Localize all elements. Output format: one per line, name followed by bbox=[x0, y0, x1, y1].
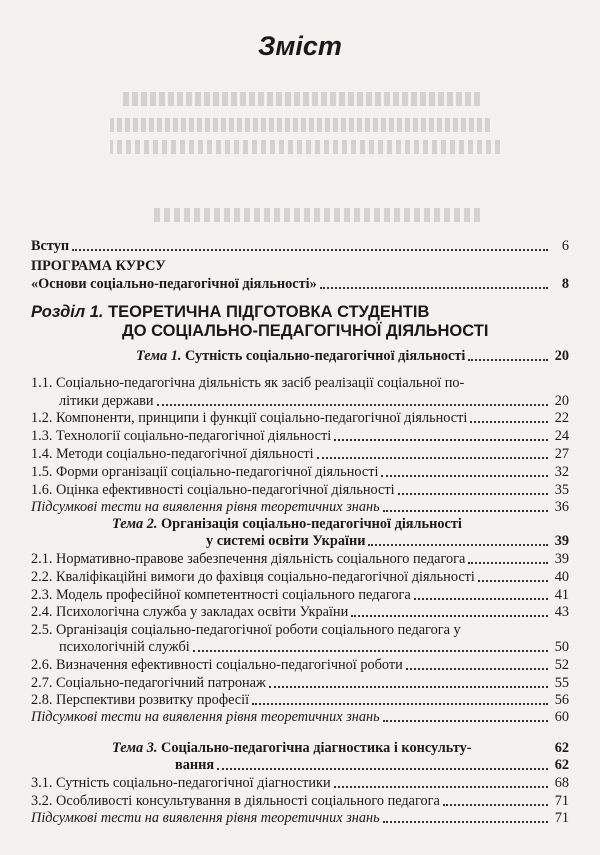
page-number: 50 bbox=[554, 639, 569, 655]
toc-entry-text: 1.3. Технології соціально-педагогічної діяльності bbox=[31, 428, 332, 444]
page-number: 39 bbox=[554, 551, 569, 567]
toc-entry-1-2[interactable] bbox=[31, 410, 569, 427]
toc-entry-theme2[interactable] bbox=[206, 533, 569, 550]
dot-leader bbox=[334, 439, 548, 441]
toc-entry-text: 2.4. Психологічна служба у закладах освіти України bbox=[31, 604, 349, 620]
theme-label: Тема 2. bbox=[112, 516, 158, 532]
toc-entry-text: 2.1. Нормативно-правове забезпечення діяльність соціального педагога bbox=[31, 551, 466, 567]
dot-leader bbox=[351, 615, 548, 617]
toc-entry-2-8[interactable] bbox=[31, 692, 569, 709]
page-number: 32 bbox=[554, 464, 569, 480]
toc-entry-theme1-tests[interactable] bbox=[31, 499, 569, 516]
page-number: 62 bbox=[554, 757, 569, 773]
toc-entry-2-1[interactable] bbox=[31, 551, 569, 568]
page-number: 62 bbox=[554, 740, 569, 756]
toc-entry-text: 2.3. Модель професійної компетентності соціального педагога bbox=[31, 587, 411, 603]
toc-entry-text: психологічній службі bbox=[59, 639, 190, 655]
toc-entry-text: Вступ bbox=[31, 238, 70, 254]
page-number: 39 bbox=[554, 533, 569, 549]
dot-leader bbox=[320, 287, 548, 289]
dot-leader bbox=[398, 493, 548, 495]
theme-label: Тема 1. bbox=[136, 348, 182, 364]
dot-leader bbox=[468, 359, 548, 361]
toc-entry-2-5[interactable] bbox=[59, 639, 569, 656]
section-label: Розділ 1. bbox=[31, 303, 104, 321]
dot-leader bbox=[383, 821, 548, 823]
dot-leader bbox=[381, 475, 548, 477]
toc-entry-text: «Основи соціально-педагогічної діяльності» bbox=[31, 276, 317, 292]
dot-leader bbox=[443, 804, 548, 806]
toc-entry-theme3-tests[interactable] bbox=[31, 810, 569, 827]
toc-entry-text: Підсумкові тести на виявлення рівня теоретичних знань bbox=[31, 499, 380, 515]
page-number: 24 bbox=[554, 428, 569, 444]
toc-entry-text: 1.4. Методи соціально-педагогічної діяльності bbox=[31, 446, 314, 462]
page-number: 41 bbox=[554, 587, 569, 603]
page-number: 20 bbox=[554, 348, 569, 364]
toc-entry-text: 3.1. Сутність соціально-педагогічної діагностики bbox=[31, 775, 331, 791]
toc-entry-text: 2.2. Кваліфікаційні вимоги до фахівця соціально-педагогічної діяльності bbox=[31, 569, 475, 585]
toc-entry-1-4[interactable] bbox=[31, 446, 569, 463]
theme-title-line2: у системі освіти України bbox=[206, 533, 366, 549]
toc-entry-3-1[interactable] bbox=[31, 775, 569, 792]
section-title-line2: ДО СОЦІАЛЬНО-ПЕДАГОГІЧНОЇ ДІЯЛЬНОСТІ bbox=[122, 322, 489, 340]
toc-entry-1-1[interactable] bbox=[59, 393, 569, 410]
toc-entry-text: 2.7. Соціально-педагогічний патронаж bbox=[31, 675, 266, 691]
section-heading bbox=[31, 303, 429, 322]
toc-entry-theme3-line1[interactable] bbox=[112, 740, 569, 757]
page-number: 20 bbox=[554, 393, 569, 409]
dot-leader bbox=[269, 686, 548, 688]
page-number: 27 bbox=[554, 446, 569, 462]
dot-leader bbox=[383, 510, 548, 512]
page-number: 71 bbox=[554, 793, 569, 809]
toc-entry-2-4[interactable] bbox=[31, 604, 569, 621]
theme-title: Сутність соціально-педагогічної діяльності bbox=[185, 348, 466, 364]
dot-leader bbox=[383, 720, 548, 722]
toc-entry-1-1-line1[interactable]: 1.1. Соціально-педагогічна діяльність як засіб реалізації соціальної по- bbox=[31, 375, 465, 391]
page-number: 22 bbox=[554, 410, 569, 426]
toc-entry-text: Підсумкові тести на виявлення рівня теоретичних знань bbox=[31, 709, 380, 725]
theme-title: Соціально-педагогічна діагностика і консульту- bbox=[161, 740, 472, 756]
toc-entry-text: 2.8. Перспективи розвитку професії bbox=[31, 692, 250, 708]
section-title-line1: ТЕОРЕТИЧНА ПІДГОТОВКА СТУДЕНТІВ bbox=[108, 303, 430, 321]
toc-entry-2-7[interactable] bbox=[31, 675, 569, 692]
dot-leader bbox=[193, 650, 548, 652]
dot-leader bbox=[252, 703, 548, 705]
page-number: 68 bbox=[554, 775, 569, 791]
theme-title-line2: вання bbox=[175, 757, 215, 773]
theme2-heading-line1 bbox=[112, 516, 462, 533]
page-number: 55 bbox=[554, 675, 569, 691]
theme-title: Організація соціально-педагогічної діяльності bbox=[161, 516, 462, 532]
page-title: Зміст bbox=[258, 31, 342, 61]
program-heading: ПРОГРАМА КУРСУ bbox=[31, 258, 166, 274]
page-number: 71 bbox=[554, 810, 569, 826]
dot-leader bbox=[217, 768, 548, 770]
toc-entry-theme3[interactable] bbox=[175, 757, 569, 774]
dot-leader bbox=[478, 580, 548, 582]
page-number: 35 bbox=[554, 482, 569, 498]
dot-leader bbox=[470, 421, 548, 423]
dot-leader bbox=[317, 457, 548, 459]
page-number: 60 bbox=[554, 709, 569, 725]
dot-leader bbox=[414, 598, 548, 600]
toc-entry-text: 1.6. Оцінка ефективності соціально-педагогічної діяльності bbox=[31, 482, 395, 498]
page-number: 6 bbox=[561, 238, 569, 254]
dot-leader bbox=[157, 404, 548, 406]
toc-entry-text: 1.2. Компоненти, принципи і функції соціально-педагогічної діяльності bbox=[31, 410, 468, 426]
dot-leader bbox=[406, 668, 548, 670]
page-number: 8 bbox=[561, 276, 569, 292]
toc-entry-text: 2.6. Визначення ефективності соціально-педагогічної роботи bbox=[31, 657, 403, 673]
page-number: 56 bbox=[554, 692, 569, 708]
toc-entry-2-6[interactable] bbox=[31, 657, 569, 674]
dot-leader bbox=[468, 562, 548, 564]
theme-label: Тема 3. bbox=[112, 740, 158, 756]
page-number: 36 bbox=[554, 499, 569, 515]
page-number: 40 bbox=[554, 569, 569, 585]
toc-entry-intro[interactable] bbox=[31, 238, 569, 255]
toc-entry-theme2-tests[interactable] bbox=[31, 709, 569, 726]
toc-entry-program[interactable] bbox=[31, 276, 569, 293]
dot-leader bbox=[334, 786, 548, 788]
toc-entry-1-6[interactable] bbox=[31, 482, 569, 499]
page-number: 52 bbox=[554, 657, 569, 673]
dot-leader bbox=[72, 249, 548, 251]
toc-entry-2-5-line1[interactable]: 2.5. Організація соціально-педагогічної роботи соціального педагога у bbox=[31, 622, 461, 638]
toc-entry-text: 1.5. Форми організації соціально-педагогічної діяльності bbox=[31, 464, 379, 480]
toc-entry-text: літики держави bbox=[59, 393, 154, 409]
page-number: 43 bbox=[554, 604, 569, 620]
toc-entry-text: 3.2. Особливості консультування в діяльності соціального педагога bbox=[31, 793, 440, 809]
toc-entry-1-3[interactable] bbox=[31, 428, 569, 445]
toc-entry-theme1[interactable] bbox=[136, 348, 569, 365]
toc-entry-text: Підсумкові тести на виявлення рівня теоретичних знань bbox=[31, 810, 380, 826]
dot-leader bbox=[368, 544, 548, 546]
toc-entry-3-2[interactable] bbox=[31, 793, 569, 810]
toc-entry-2-2[interactable] bbox=[31, 569, 569, 586]
toc-entry-2-3[interactable] bbox=[31, 587, 569, 604]
toc-entry-1-5[interactable] bbox=[31, 464, 569, 481]
